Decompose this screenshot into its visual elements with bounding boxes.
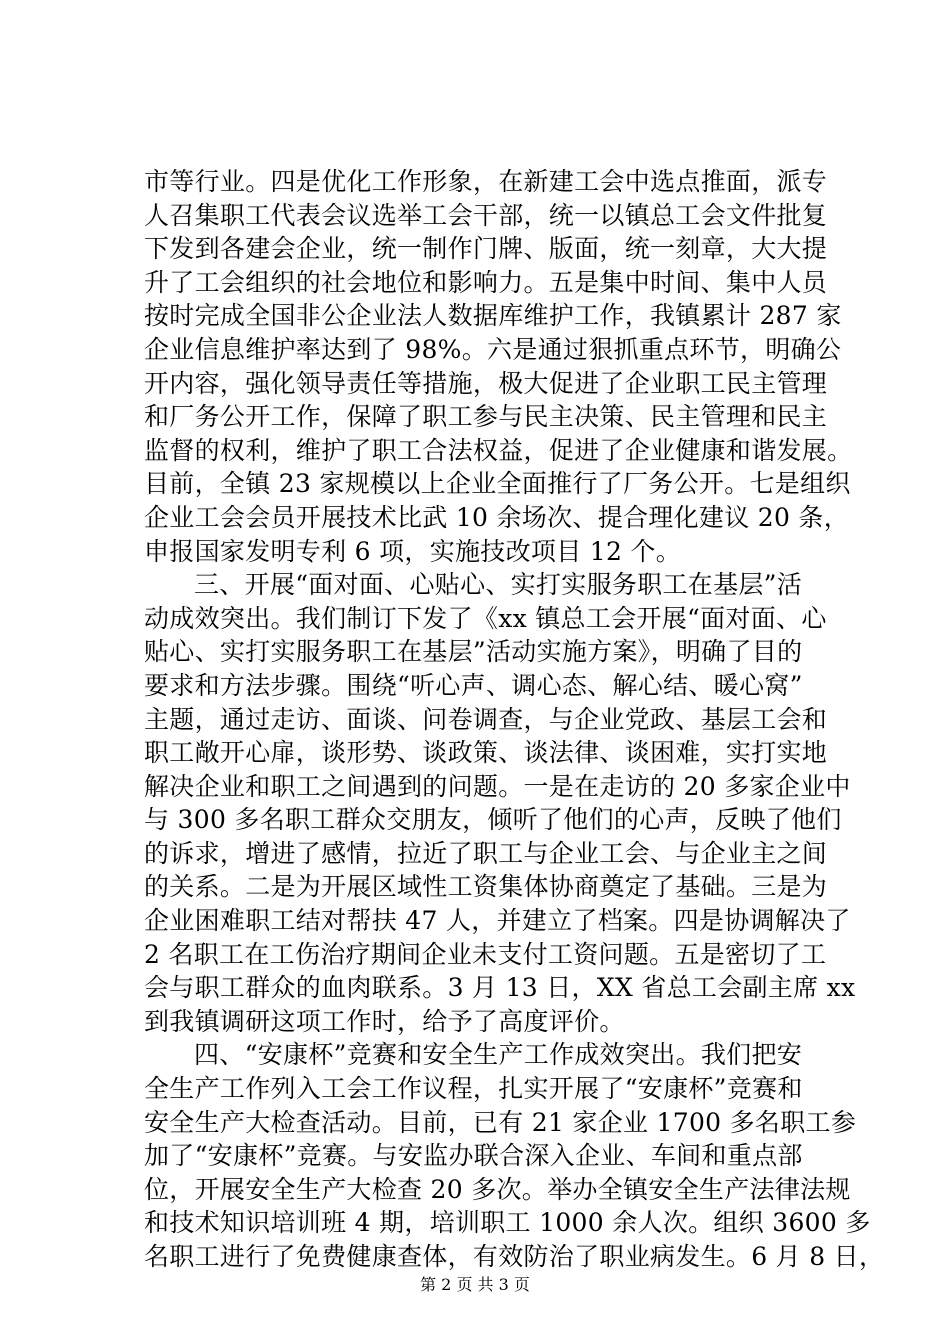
text-line: 的关系。二是为开展区域性工资集体协商奠定了基础。三是为 bbox=[144, 872, 828, 902]
text-line: 人召集职工代表会议选举工会干部，统一以镇总工会文件批复 bbox=[144, 200, 828, 230]
text-line: 与 300 多名职工群众交朋友，倾听了他们的心声，反映了他们 bbox=[144, 805, 842, 835]
text-line: 解决企业和职工之间遇到的问题。一是在走访的 20 多家企业中 bbox=[144, 771, 851, 801]
text-line: 目前，全镇 23 家规模以上企业全面推行了厂务公开。七是组织 bbox=[144, 469, 851, 499]
text-line: 会与职工群众的血肉联系。3 月 13 日，XX 省总工会副主席 xx bbox=[144, 973, 856, 1003]
section-4-heading-line: 四、“安康杯”竞赛和安全生产工作成效突出。我们把安 bbox=[194, 1040, 803, 1070]
text-line: 名职工进行了免费健康查体，有效防治了职业病发生。6 月 8 日， bbox=[144, 1242, 885, 1271]
text-line: 和厂务公开工作，保障了职工参与民主决策、民主管理和民主 bbox=[144, 402, 828, 432]
text-line: 全生产工作列入工会工作议程，扎实开展了“安康杯”竞赛和 bbox=[144, 1074, 803, 1104]
text-line: 贴心、实打实服务职工在基层”活动实施方案》，明确了目的 bbox=[144, 637, 803, 667]
text-line: 下发到各建会企业，统一制作门牌、版面，统一刻章，大大提 bbox=[144, 234, 828, 264]
text-line: 企业工会会员开展技术比武 10 余场次、提合理化建议 20 条， bbox=[144, 502, 850, 532]
text-line: 主题，通过走访、面谈、问卷调查，与企业党政、基层工会和 bbox=[144, 704, 828, 734]
text-line: 职工敞开心扉，谈形势、谈政策、谈法律、谈困难，实打实地 bbox=[144, 738, 828, 768]
text-line: 要求和方法步骤。围绕“听心声、调心态、解心结、暖心窝” bbox=[144, 670, 803, 700]
text-line: 动成效突出。我们制订下发了《xx 镇总工会开展“面对面、心 bbox=[144, 603, 827, 633]
text-line: 企业困难职工结对帮扶 47 人，并建立了档案。四是协调解决了 bbox=[144, 906, 851, 936]
text-line: 按时完成全国非公企业法人数据库维护工作，我镇累计 287 家 bbox=[144, 301, 842, 331]
text-line: 的诉求，增进了感情，拉近了职工与企业工会、与企业主之间 bbox=[144, 838, 828, 868]
text-line: 加了“安康杯”竞赛。与安监办联合深入企业、车间和重点部 bbox=[144, 1141, 803, 1171]
text-line: 申报国家发明专利 6 项，实施技改项目 12 个。 bbox=[144, 536, 682, 566]
text-line: 市等行业。四是优化工作形象，在新建工会中选点推面，派专 bbox=[144, 167, 828, 196]
text-line: 监督的权利，维护了职工合法权益，促进了企业健康和谐发展。 bbox=[144, 435, 853, 465]
text-line: 企业信息维护率达到了 98%。六是通过狠抓重点环节，明确公 bbox=[144, 334, 842, 364]
text-line: 和技术知识培训班 4 期，培训职工 1000 余人次。组织 3600 多 bbox=[144, 1208, 871, 1238]
text-line: 到我镇调研这项工作时，给予了高度评价。 bbox=[144, 1006, 625, 1036]
text-line: 2 名职工在工伤治疗期间企业未支付工资问题。五是密切了工 bbox=[144, 939, 827, 969]
text-line: 开内容，强化领导责任等措施，极大促进了企业职工民主管理 bbox=[144, 368, 828, 398]
section-3-heading-line: 三、开展“面对面、心贴心、实打实服务职工在基层”活 bbox=[194, 570, 803, 600]
page-number-footer: 第 2 页 共 3 页 bbox=[420, 1275, 530, 1294]
document-body bbox=[144, 165, 885, 1274]
text-line: 安全生产大检查活动。目前，已有 21 家企业 1700 多名职工参 bbox=[144, 1107, 857, 1137]
text-line: 升了工会组织的社会地位和影响力。五是集中时间、集中人员 bbox=[144, 267, 828, 297]
text-line: 位，开展安全生产大检查 20 多次。举办全镇安全生产法律法规 bbox=[144, 1174, 851, 1204]
